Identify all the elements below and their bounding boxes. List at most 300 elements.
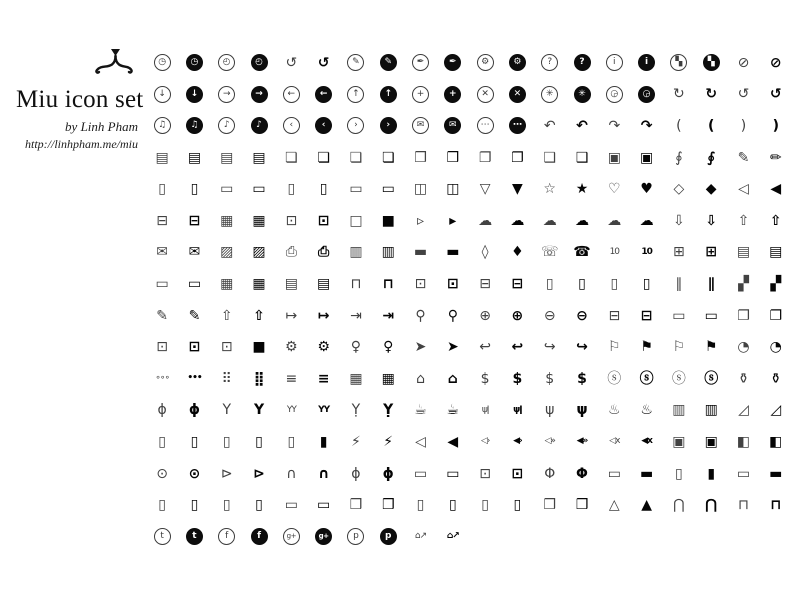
icon-banknote-outline: $ — [480, 370, 490, 387]
icon-birthday-cake-solid: ▥ — [704, 402, 718, 419]
icon-tag-alt-solid: ◀ — [770, 181, 782, 198]
icon-phone-rotate-solid: ▯ — [448, 497, 457, 514]
icon-coffee-cup-outline: ☕ — [414, 402, 427, 419]
icon-selection-alt-outline: ⊡ — [220, 339, 233, 356]
icon-document-add-solid: ▤ — [252, 149, 266, 166]
icon-fork-knife-solid: ψǀ — [513, 404, 522, 415]
icon-pencil-outline: ✎ — [737, 149, 750, 166]
icon-dots-three-solid: ••• — [187, 373, 202, 384]
icon-cloud-solid: ☁ — [510, 212, 525, 229]
icon-info-circle-circle-outline: i — [606, 54, 623, 71]
author-url: http://linhpham.me/miu — [25, 137, 138, 151]
icon-microphone-outline: ɸ — [351, 465, 361, 482]
icon-cloud-download-solid: ☁ — [575, 212, 589, 229]
icon-paperclip-solid: ∮ — [707, 149, 716, 166]
icon-menu-solid: ≡ — [317, 370, 330, 387]
icon-battery-full-solid: ▮ — [319, 433, 328, 450]
icon-money-stack-solid: $ — [577, 370, 587, 387]
icon-volume-high-outline: ◁» — [544, 436, 555, 447]
icon-twitter-circle-outline: t — [154, 528, 171, 545]
icon-navigation-solid: ➤ — [446, 339, 459, 356]
icon-close-circle-circle-outline: ✕ — [477, 86, 494, 103]
icon-note-circle-circle-outline: ♪ — [218, 117, 235, 134]
icon-sign-in-solid: ⇥ — [382, 307, 395, 324]
icon-undo-arc-outline: ↶ — [543, 117, 556, 134]
icon-image-solid: ▦ — [252, 212, 266, 229]
icon-door-open-solid: ◧ — [769, 433, 783, 450]
icon-trash-outline: ⚱ — [737, 370, 750, 387]
icon-easel-outline: ▭ — [155, 275, 169, 292]
icon-clipboard-solid: ▣ — [639, 149, 654, 166]
icon-necktie-outline: ◊ — [481, 244, 489, 261]
icon-music-circle-circle-outline: ♫ — [154, 117, 171, 134]
icon-pencil-circle-circle-solid: ✎ — [380, 54, 397, 71]
icon-grid — [146, 47, 792, 553]
icon-document-solid: ▤ — [187, 149, 202, 166]
icon-tablet-landscape-outline: ▭ — [284, 497, 298, 514]
icon-cocktail-solid: Ỵ — [383, 402, 394, 419]
icon-laptop-solid: ▭ — [446, 465, 460, 482]
icon-coin-stack-solid: ⓢ — [704, 370, 719, 387]
icon-flag-wavy-outline: ⚐ — [672, 339, 686, 356]
icon-briefcase-outline: ▬ — [413, 244, 428, 261]
icon-row — [146, 489, 792, 521]
icon-arrow-up-circle-circle-solid: ↑ — [380, 86, 397, 103]
icon-alarm-clock-outline: ◔ — [737, 339, 750, 356]
icon-projector-screen-outline: ⊓ — [350, 275, 362, 292]
icon-tablet-landscape-solid: ▭ — [317, 497, 331, 514]
icon-chat-double-solid: ❐ — [769, 307, 783, 324]
icon-video-window-outline: ▹ — [417, 212, 425, 229]
icon-binder-solid: ▯ — [190, 181, 199, 198]
icon-cloud-upload-solid: ☁ — [639, 212, 654, 229]
icon-tag-alt-outline: ◁ — [738, 181, 749, 198]
icon-arc-right-solid: ) — [772, 117, 779, 134]
icon-sign-in-outline: ⇥ — [350, 307, 362, 324]
icon-grid-outline: ▦ — [349, 370, 363, 387]
icon-wine-glass-outline: Y — [222, 402, 232, 419]
icon-undo-arc-solid: ↶ — [576, 117, 588, 134]
icon-easel-chart-solid: ▦ — [252, 275, 266, 292]
icon-books-solid: ∥ — [707, 275, 715, 292]
icon-glasses-toast-outline: YY — [286, 404, 296, 415]
icon-paperclip-outline: ∮ — [675, 149, 683, 166]
icon-headphones-solid: ∩ — [317, 465, 330, 482]
icon-page-solid: ❏ — [317, 149, 330, 166]
icon-arrow-curve-left-solid: ↩ — [511, 339, 524, 356]
icon-grid-solid: ▦ — [381, 370, 395, 387]
icon-monitor-solid: ⊡ — [511, 465, 524, 482]
icon-page-add-solid: ❏ — [381, 149, 395, 166]
icon-selection-solid: ⊡ — [188, 339, 201, 356]
icon-tablet-portrait-outline: ▯ — [481, 497, 489, 514]
icon-easel-solid: ▭ — [187, 275, 202, 292]
icon-dots-grid-solid: ⣿ — [253, 370, 265, 387]
icon-tag-solid: ◆ — [705, 181, 717, 198]
icon-redo-arc-outline: ↷ — [608, 117, 621, 134]
icon-devices-pair-solid: ❒ — [575, 497, 589, 514]
icon-chevron-right-circle-circle-outline: › — [347, 117, 364, 134]
icon-selection-outline: ⊡ — [156, 339, 169, 356]
icon-coin-stack-outline: ⓢ — [671, 370, 686, 387]
icon-map-pin-solid: ♀ — [383, 339, 394, 356]
icon-door-open-outline: ◧ — [736, 433, 751, 450]
icon-chat-double-outline: ❐ — [737, 307, 750, 324]
icon-arrow-down-circle-circle-solid: ↓ — [186, 86, 203, 103]
icon-devices-outline: ❒ — [349, 497, 363, 514]
icon-row — [146, 426, 792, 458]
icon-tablet-outline: ▯ — [222, 497, 231, 514]
icon-printer-solid: ⎙ — [318, 244, 330, 261]
icon-fork-spoon-solid: ψ — [576, 402, 588, 419]
icon-twitter-circle-solid: t — [186, 528, 203, 545]
icon-briefcase-solid: ▬ — [446, 244, 460, 261]
icon-pages-solid: ❒ — [446, 149, 460, 166]
icon-copy-outline: ❐ — [478, 149, 492, 166]
icon-sync-solid: ↻ — [705, 86, 718, 103]
icon-battery-charging-outline: ⚡ — [351, 433, 361, 450]
icon-money-stack-outline: $ — [545, 370, 555, 387]
icon-shapes-outline: △ — [608, 497, 620, 514]
icon-id-card-solid: ▥ — [381, 244, 395, 261]
icon-necktie-solid: ♦ — [511, 244, 524, 261]
icon-easel-lines-solid: ▤ — [317, 275, 331, 292]
icon-tag-outline: ◇ — [673, 181, 685, 198]
icon-heart-outline: ♡ — [608, 181, 621, 198]
icon-duplicate-solid: ❑ — [575, 149, 589, 166]
icon-row — [146, 458, 792, 490]
icon-time-history-outline: ↺ — [285, 54, 298, 71]
icon-calendar-outline: ⊞ — [673, 244, 685, 261]
icon-microphone-solid: ɸ — [382, 465, 394, 482]
icon-notebook-outline: ▯ — [545, 275, 554, 292]
icon-gauge-circle-circle-solid: ◶ — [638, 86, 655, 103]
icon-image-window-solid: ⊡ — [317, 212, 330, 229]
page-title: Miu icon set — [16, 86, 144, 113]
header-block — [16, 48, 144, 152]
icon-home-outline: ⌂ — [416, 370, 425, 387]
icon-export-outline: ↦ — [285, 307, 298, 324]
icon-envelope-solid: ✉ — [188, 244, 201, 261]
icon-calendar-day-10-outline: 10 — [609, 246, 620, 257]
icon-arrow-curve-right-solid: ↪ — [576, 339, 588, 356]
icon-calendar-solid: ⊞ — [705, 244, 718, 261]
icon-document-outline: ▤ — [155, 149, 169, 166]
icon-page-add-outline: ❏ — [349, 149, 363, 166]
icon-home-solid: ⌂ — [447, 370, 458, 387]
icon-export-solid: ↦ — [317, 307, 330, 324]
icon-menu-outline: ≡ — [285, 370, 298, 387]
icon-easel-chart-outline: ▦ — [220, 275, 234, 292]
icon-pizza-solid: ◿ — [770, 402, 782, 419]
icon-ban-solid: ⊘ — [769, 54, 782, 71]
icon-postcard-solid: ▨ — [252, 244, 266, 261]
icon-printer-outline: ⎙ — [285, 244, 297, 261]
icon-chat-lines-solid: ⊟ — [640, 307, 653, 324]
icon-ellipsis-circle-circle-solid: ⋯ — [509, 117, 526, 134]
icon-glass-round-solid: ϕ — [188, 402, 201, 419]
icon-smartphone-outline: ▯ — [675, 465, 683, 482]
icon-cupcake-solid: ♨ — [640, 402, 653, 419]
icon-projector-screen-chart-solid: ⊡ — [446, 275, 459, 292]
icon-postcard-outline: ▨ — [220, 244, 234, 261]
icon-trash-solid: ⚱ — [769, 370, 782, 387]
icon-binder-add-solid: ▯ — [319, 181, 328, 198]
icon-home-export-solid: ⌂↗ — [446, 531, 459, 542]
icon-battery-landscape-outline: ▭ — [607, 465, 621, 482]
icon-map-pin-outline: ♀ — [350, 339, 362, 356]
icon-row — [146, 395, 792, 427]
icon-globe-circle-outline: ▚ — [670, 54, 687, 71]
icon-row — [146, 300, 792, 332]
icon-globe-circle-solid: ▚ — [703, 54, 720, 71]
icon-pen-nib-circle-circle-solid: ✒ — [444, 54, 461, 71]
icon-search-outline: ⚲ — [415, 307, 426, 324]
icon-arc-left-solid: ( — [707, 117, 715, 134]
icon-compose-solid: ✎ — [188, 307, 201, 324]
icon-clock-alt-circle-solid: ◴ — [251, 54, 268, 71]
icon-coin-outline: ⓢ — [607, 370, 622, 387]
icon-arc-right-outline: ) — [740, 117, 747, 134]
icon-folder-add-solid: ▭ — [381, 181, 395, 198]
icon-binder-outline: ▯ — [158, 181, 166, 198]
icon-battery-low-outline: ▭ — [736, 465, 751, 482]
icon-map-outline: ▞ — [738, 275, 749, 292]
icon-pinterest-circle-solid: p — [380, 528, 397, 545]
icon-row — [146, 237, 792, 269]
author-byline: by Linh Pham — [65, 119, 138, 134]
icon-laptop-outline: ▭ — [413, 465, 428, 482]
icon-book-open-outline: ◫ — [413, 181, 428, 198]
icon-row — [146, 79, 792, 111]
icon-pages-outline: ❒ — [414, 149, 427, 166]
icon-pencil-circle-circle-outline: ✎ — [347, 54, 364, 71]
icon-volume-mute-outline: ◁ — [415, 433, 426, 450]
icon-map-solid: ▞ — [770, 275, 782, 292]
icon-birthday-cake-outline: ▥ — [672, 402, 686, 419]
icon-zoom-in-outline: ⊕ — [479, 307, 491, 324]
icon-projector-screen-chart-outline: ⊡ — [414, 275, 427, 292]
icon-power-solid: Φ — [576, 465, 588, 482]
icon-cloud-upload-alt-outline: ⇧ — [737, 212, 750, 229]
icon-time-history-solid: ↺ — [317, 54, 330, 71]
icon-notebook-add-solid: ▯ — [642, 275, 651, 292]
icon-folder-add-outline: ▭ — [349, 181, 363, 198]
icon-arrow-right-circle-circle-outline: → — [218, 86, 235, 103]
icon-arrow-curve-left-outline: ↩ — [479, 339, 491, 356]
icon-notebook-solid: ▯ — [578, 275, 586, 292]
icon-dots-grid-outline: ⠿ — [221, 370, 232, 387]
icon-monitor-outline: ⊡ — [479, 465, 491, 482]
icon-battery-empty-solid: ▯ — [190, 433, 199, 450]
icon-row — [146, 331, 792, 363]
icon-sync-outline: ↻ — [673, 86, 685, 103]
icon-volume-low-solid: ◀› — [513, 436, 522, 447]
icon-gear-solid: ⚙ — [317, 339, 330, 356]
icon-arrow-left-circle-circle-outline: ← — [283, 86, 300, 103]
icon-home-export-outline: ⌂↗ — [414, 531, 427, 542]
icon-arrow-curve-right-outline: ↪ — [543, 339, 556, 356]
icon-calendar-day-10-solid: 10 — [641, 246, 652, 257]
icon-pinterest-circle-outline: p — [347, 528, 364, 545]
icon-image-outline: ▦ — [220, 212, 234, 229]
icon-flag-outline: ⚐ — [608, 339, 621, 356]
icon-cloud-download-outline: ☁ — [542, 212, 557, 229]
icon-binder-add-outline: ▯ — [287, 181, 296, 198]
icon-asterisk-circle-circle-solid: ✳ — [574, 86, 591, 103]
icon-cocktail-outline: Ỵ — [351, 402, 361, 419]
icon-arrow-down-circle-circle-outline: ↓ — [154, 86, 171, 103]
icon-folder-outline: ▭ — [220, 181, 234, 198]
icon-info-circle-circle-solid: i — [638, 54, 655, 71]
icon-chevron-left-circle-circle-solid: ‹ — [315, 117, 332, 134]
icon-fax-phone-outline: ☏ — [540, 244, 559, 261]
icon-share-outline: ⇧ — [220, 307, 233, 324]
icon-battery-low-solid: ▬ — [769, 465, 783, 482]
icon-ellipsis-circle-circle-outline: ⋯ — [477, 117, 494, 134]
miu-cat-logo — [92, 48, 136, 82]
icon-headphones-outline: ∩ — [286, 465, 297, 482]
icon-notepad-solid: ▤ — [769, 244, 783, 261]
icon-volume-off-solid: ◀x — [641, 436, 652, 447]
icon-folder-solid: ▭ — [252, 181, 266, 198]
icon-star-outline: ☆ — [543, 181, 556, 198]
icon-battery-full-outline: ▯ — [287, 433, 296, 450]
icon-volume-mute-solid: ◀ — [447, 433, 459, 450]
icon-unlock-solid: ⊓ — [770, 497, 782, 514]
icon-browser-window-solid: ⊟ — [188, 212, 201, 229]
icon-lock-outline: ⋂ — [673, 497, 685, 514]
icon-phone-rotate-outline: ▯ — [416, 497, 425, 514]
icon-chevron-left-circle-circle-outline: ‹ — [283, 117, 300, 134]
icon-google-plus-circle-outline: g+ — [283, 528, 300, 545]
icon-shapes-solid: ▲ — [641, 497, 652, 514]
icon-arrow-left-circle-circle-solid: ← — [315, 86, 332, 103]
icon-pen-nib-circle-circle-outline: ✒ — [412, 54, 429, 71]
icon-gear-circle-circle-outline: ⚙ — [477, 54, 494, 71]
icon-music-circle-circle-solid: ♫ — [186, 117, 203, 134]
icon-chat-outline: ▭ — [672, 307, 686, 324]
icon-envelope-outline: ✉ — [156, 244, 169, 261]
icon-books-outline: ∥ — [675, 275, 683, 292]
icon-volume-low-outline: ◁› — [480, 436, 490, 447]
icon-coin-solid: ⓢ — [639, 370, 654, 387]
icon-id-card-outline: ▥ — [349, 244, 363, 261]
icon-star-solid: ★ — [575, 181, 589, 198]
icon-navigation-outline: ➤ — [414, 339, 427, 356]
icon-camera-solid: ⊙ — [188, 465, 201, 482]
icon-cloud-outline: ☁ — [478, 212, 493, 229]
icon-flag-wavy-solid: ⚑ — [704, 339, 718, 356]
icon-chevron-right-circle-circle-solid: › — [380, 117, 397, 134]
icon-row — [146, 205, 792, 237]
icon-bookmark-solid: ▼ — [512, 181, 523, 198]
icon-zoom-out-solid: ⊖ — [576, 307, 588, 324]
icon-video-camera-solid: ⊳ — [253, 465, 265, 482]
icon-cloud-download-alt-solid: ⇩ — [705, 212, 718, 229]
icon-heart-solid: ♥ — [640, 181, 653, 198]
icon-envelope-crossed-circle-circle-outline: ✉ — [412, 117, 429, 134]
icon-banknote-solid: $ — [512, 370, 523, 387]
icon-video-window-solid: ▸ — [449, 212, 457, 229]
icon-devices-solid: ❒ — [381, 497, 395, 514]
icon-glass-round-outline: ϕ — [157, 402, 167, 419]
icon-gauge-circle-circle-outline: ◶ — [606, 86, 623, 103]
icon-row — [146, 521, 792, 553]
icon-row — [146, 363, 792, 395]
icon-battery-half-solid: ▯ — [255, 433, 263, 450]
icon-projector-screen-solid: ⊓ — [382, 275, 394, 292]
icon-wine-glass-solid: Y — [253, 402, 265, 419]
icon-google-plus-circle-solid: g+ — [315, 528, 332, 545]
icon-search-solid: ⚲ — [447, 307, 458, 324]
icon-unlock-outline: ⊓ — [738, 497, 749, 514]
icon-window-solid: ■ — [381, 212, 395, 229]
icon-projector-screen-lines-solid: ⊟ — [511, 275, 524, 292]
icon-tablet-solid: ▯ — [255, 497, 263, 514]
icon-arrow-right-circle-circle-solid: → — [251, 86, 268, 103]
icon-power-outline: Φ — [544, 465, 556, 482]
icon-fax-phone-solid: ☎ — [573, 244, 591, 261]
icon-row — [146, 110, 792, 142]
icon-fork-spoon-outline: ψ — [545, 402, 555, 419]
icon-facebook-circle-outline: f — [218, 528, 235, 545]
icon-battery-half-outline: ▯ — [222, 433, 231, 450]
icon-easel-lines-outline: ▤ — [284, 275, 298, 292]
icon-fork-knife-outline: ψǀ — [481, 404, 489, 415]
icon-chat-lines-outline: ⊟ — [608, 307, 621, 324]
icon-video-camera-outline: ⊳ — [220, 465, 233, 482]
icon-selection-alt-solid: ■ — [252, 339, 266, 356]
icon-cloud-upload-outline: ☁ — [607, 212, 622, 229]
icon-duplicate-outline: ❑ — [543, 149, 556, 166]
icon-browser-window-outline: ⊟ — [156, 212, 169, 229]
icon-plus-circle-circle-outline: + — [412, 86, 429, 103]
icon-row — [146, 268, 792, 300]
icon-facebook-circle-solid: f — [251, 528, 268, 545]
icon-phone-solid: ▯ — [190, 497, 199, 514]
icon-cloud-upload-alt-solid: ⇧ — [769, 212, 782, 229]
icon-window-outline: □ — [349, 212, 363, 229]
icon-close-circle-circle-solid: ✕ — [509, 86, 526, 103]
icon-book-open-solid: ◫ — [446, 181, 460, 198]
icon-battery-landscape-solid: ▬ — [639, 465, 654, 482]
icon-devices-pair-outline: ❒ — [543, 497, 556, 514]
icon-lock-solid: ⋂ — [705, 497, 718, 514]
icon-battery-empty-outline: ▯ — [158, 433, 166, 450]
icon-projector-screen-lines-outline: ⊟ — [479, 275, 491, 292]
icon-ban-outline: ⊘ — [737, 54, 750, 71]
icon-glasses-toast-solid: YY — [318, 404, 330, 415]
icon-smartphone-solid: ▮ — [707, 465, 716, 482]
icon-zoom-out-outline: ⊖ — [543, 307, 556, 324]
icon-save-floppy-outline: ▣ — [672, 433, 686, 450]
icon-document-add-outline: ▤ — [220, 149, 234, 166]
icon-phone-outline: ▯ — [158, 497, 166, 514]
icon-copy-solid: ❐ — [511, 149, 524, 166]
icon-clock-circle-outline: ◷ — [154, 54, 171, 71]
icon-tablet-portrait-solid: ▯ — [513, 497, 522, 514]
icon-asterisk-circle-circle-outline: ✳ — [541, 86, 558, 103]
icon-flag-solid: ⚑ — [640, 339, 653, 356]
icon-envelope-crossed-circle-circle-solid: ✉ — [444, 117, 461, 134]
icon-zoom-in-solid: ⊕ — [511, 307, 524, 324]
icon-plus-circle-circle-solid: + — [444, 86, 461, 103]
icon-row — [146, 142, 792, 174]
icon-clock-circle-solid: ◷ — [186, 54, 203, 71]
icon-gear-circle-circle-solid: ⚙ — [509, 54, 526, 71]
icon-image-window-outline: ⊡ — [285, 212, 298, 229]
